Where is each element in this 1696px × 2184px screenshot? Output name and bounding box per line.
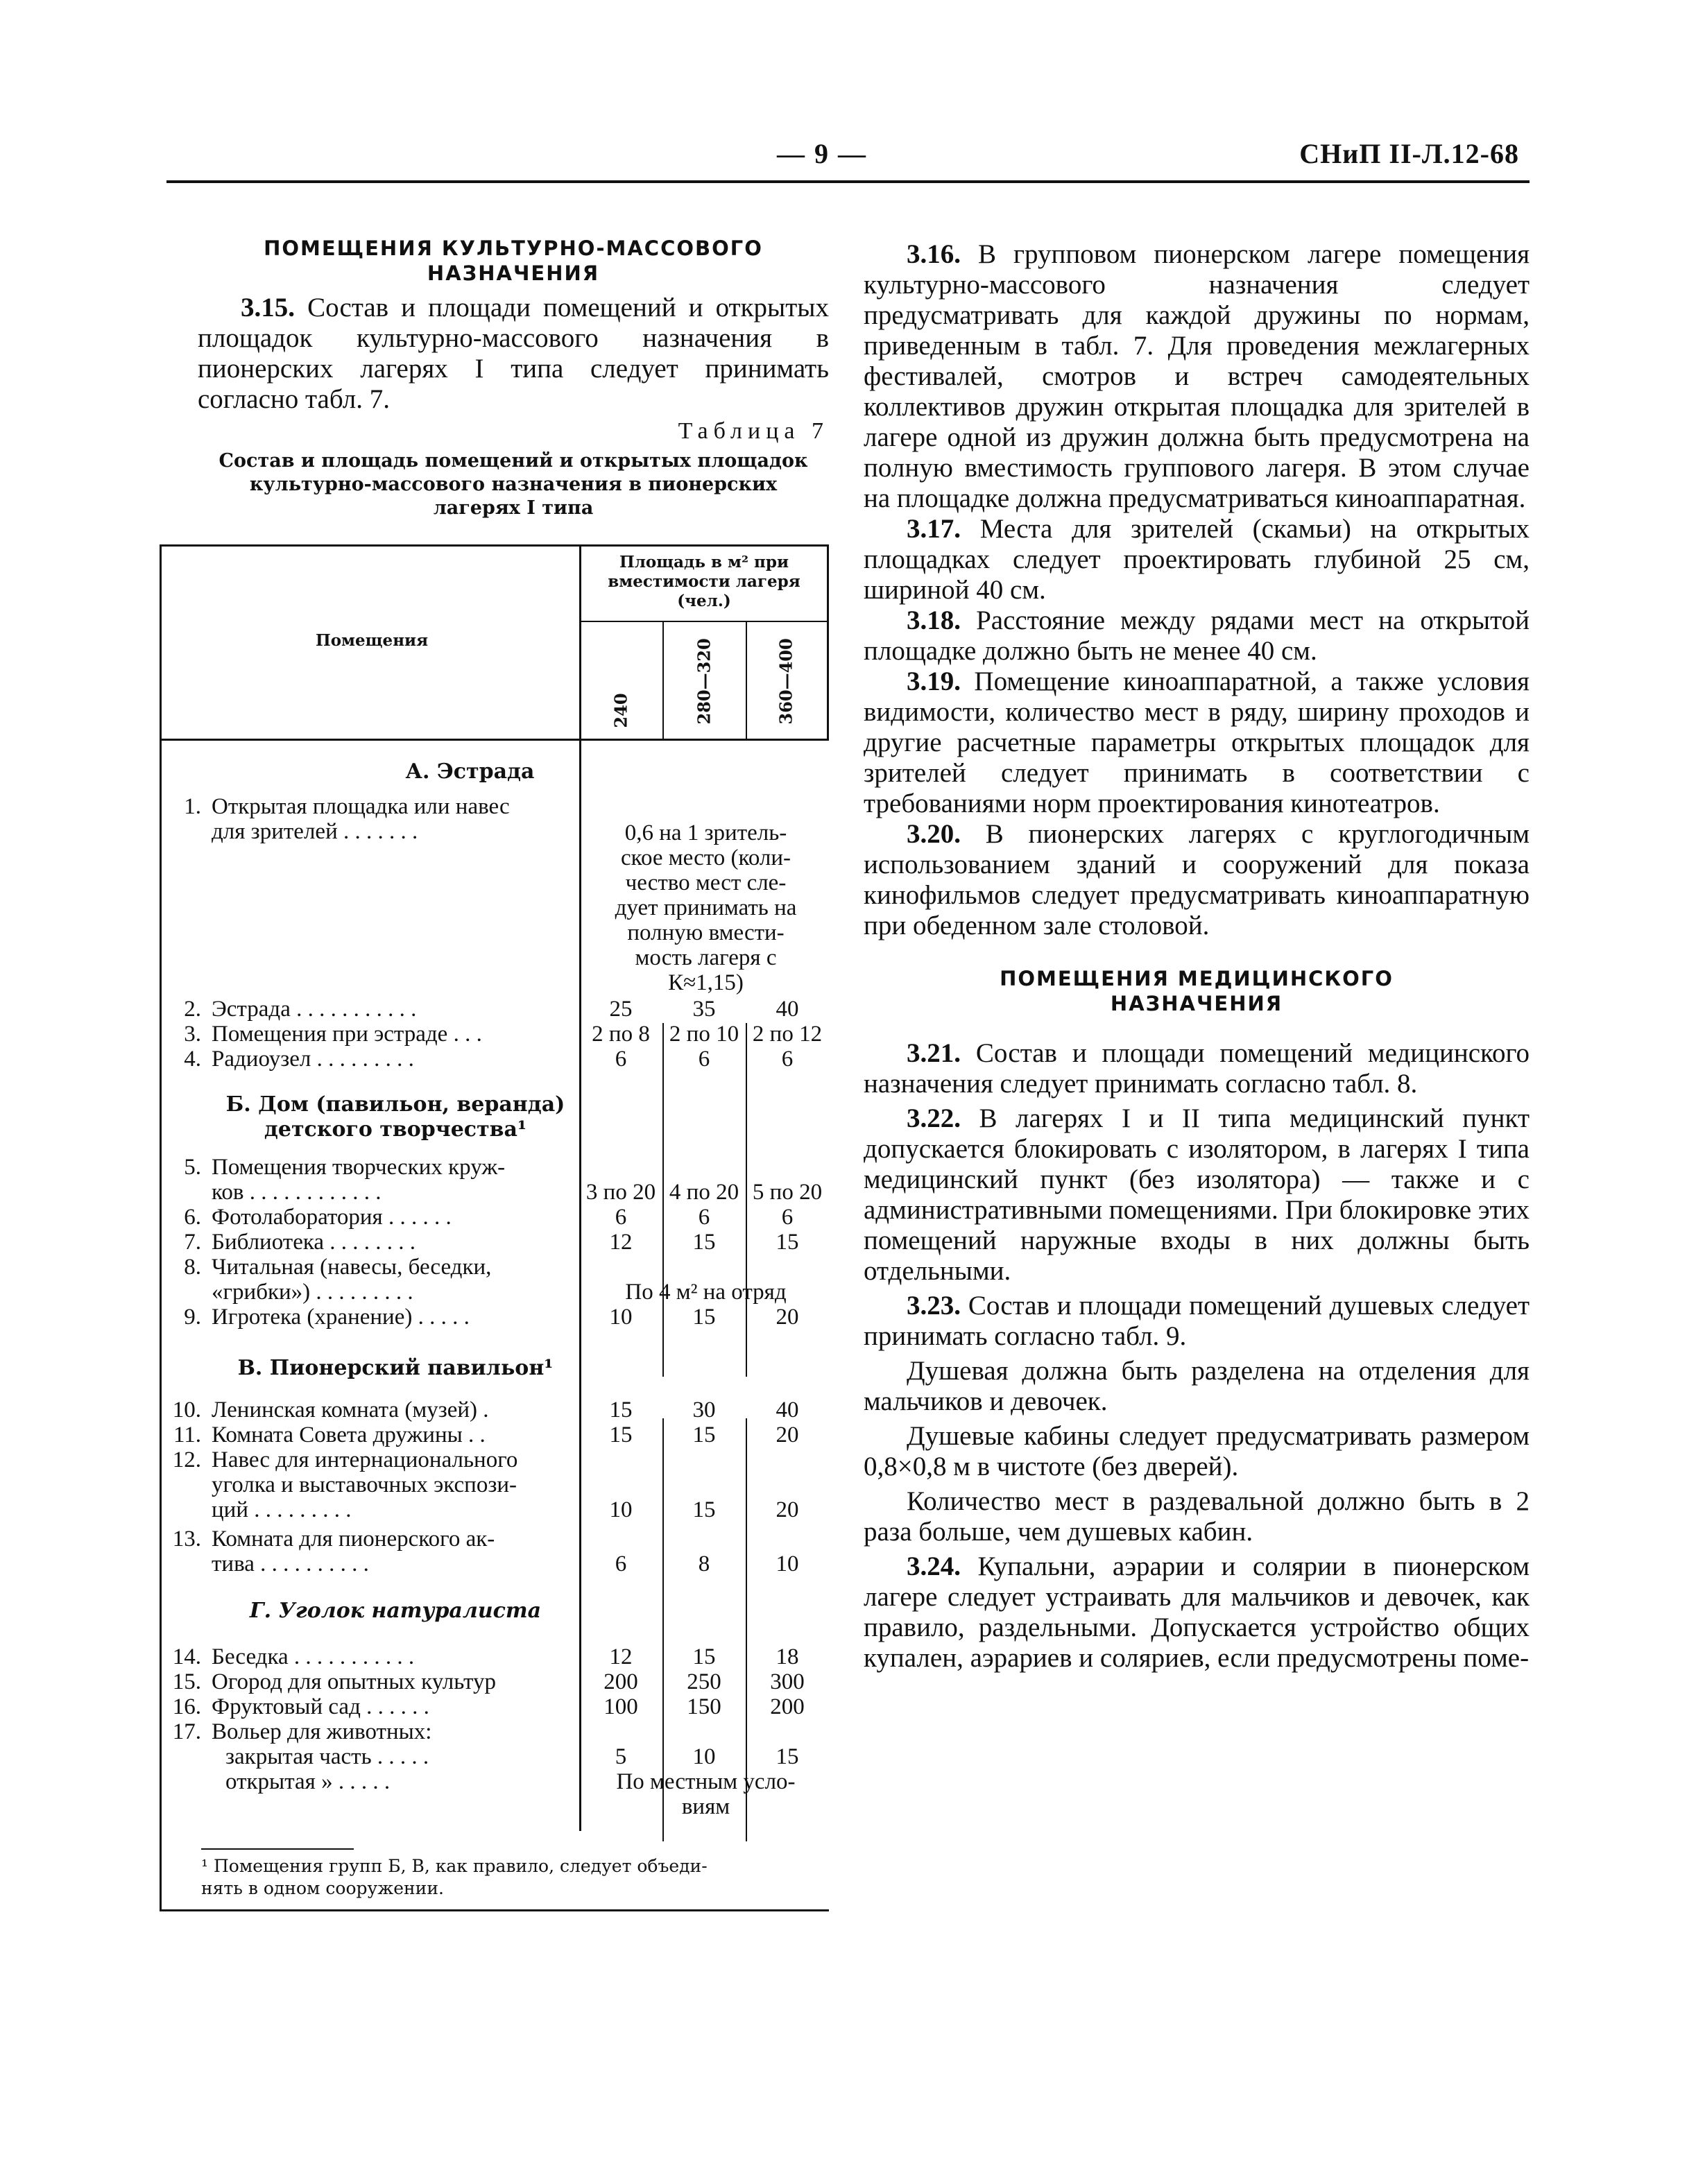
merged-cell-reading: По 4 м² на отряд	[625, 1280, 787, 1305]
right-column	[864, 239, 1530, 1674]
cell-value: 12	[609, 1644, 633, 1669]
table-caption-line: культурно-массового назначения в пионерских	[249, 474, 778, 495]
cell-value: 4 по 20	[669, 1180, 739, 1205]
row-number: 1.	[184, 794, 201, 819]
table-row	[160, 1644, 829, 1669]
paragraph-text: Купальни, аэрарии и солярии в пионерском лагере следует устраивать для мальчиков и девочек, как правило, раздельными. Допускается устройство общих купален, аэрариев и соляриев, если предусмотрены поме-	[864, 1551, 1530, 1673]
table-row	[160, 1447, 829, 1472]
row-name: для зрителей . . . . . . .	[212, 819, 418, 844]
table-row	[160, 1230, 829, 1255]
table-row	[160, 1255, 829, 1280]
table-row	[160, 1047, 829, 1072]
cell-value: 20	[776, 1305, 799, 1330]
cell-value: 300	[770, 1669, 805, 1694]
cell-value: 6	[615, 1047, 627, 1072]
row-name: ций . . . . . . . . .	[212, 1497, 352, 1522]
section-title-line: ПОМЕЩЕНИЯ МЕДИЦИНСКОГО	[1000, 967, 1394, 990]
footnote-rule	[201, 1848, 354, 1850]
cell-value: 6	[615, 1205, 627, 1230]
row-name: уголка и выставочных экспози-	[212, 1472, 517, 1497]
cell-value: 2 по 10	[669, 1022, 739, 1047]
row-name: Помещения при эстраде . . .	[212, 1022, 482, 1047]
table-footnote	[201, 1855, 812, 1900]
row-name: Игротека (хранение) . . . . .	[212, 1305, 470, 1330]
page-number: — 9 —	[777, 138, 867, 169]
paragraph-number: 3.22.	[907, 1103, 961, 1133]
table-column-divider	[662, 622, 664, 739]
group-heading-v: В. Пионерский павильон¹	[237, 1356, 554, 1380]
row-number: 2.	[184, 997, 201, 1022]
table-row	[160, 1769, 829, 1794]
cell-value: 2 по 8	[592, 1022, 650, 1047]
cell-value: 35	[692, 997, 716, 1022]
paragraph-text: Помещение киноаппаратной, а также условия видимости, количество мест в ряду, ширину проходов и другие расчетные параметры открытых площадок для зрителей следует принимать в соответствии с требованиями норм проектирования кинотеатров.	[864, 667, 1530, 818]
paragraph-3-22	[864, 1103, 1530, 1287]
group-heading-a: А. Эстрада	[405, 759, 535, 784]
table-caption	[198, 449, 829, 520]
row-name: Навес для интернационального	[212, 1447, 518, 1472]
column-header-area	[583, 553, 825, 611]
table-row	[160, 1744, 829, 1769]
group-heading-line: Б. Дом (павильон, веранда)	[225, 1092, 565, 1117]
cell-value: 100	[603, 1694, 638, 1719]
table-top-rule	[160, 544, 829, 547]
table-row	[160, 1205, 829, 1230]
cell-value: 20	[776, 1422, 799, 1447]
table-row	[160, 1694, 829, 1719]
row-name: Радиоузел . . . . . . . . .	[212, 1047, 414, 1072]
row-number: 9.	[184, 1305, 201, 1330]
cell-value: 15	[609, 1398, 633, 1422]
cell-value: 6	[781, 1205, 794, 1230]
row-number: 17.	[172, 1719, 201, 1744]
row-name: Читальная (навесы, беседки,	[212, 1255, 492, 1280]
paragraph-text: Состав и площади помещений медицинского назначения следует принимать согласно табл. 8.	[864, 1038, 1530, 1099]
paragraph-number: 3.15.	[241, 293, 295, 323]
paragraph-shower-3: Количество мест в раздевальной должно быть в 2 раза больше, чем душевых кабин.	[864, 1486, 1530, 1547]
row-number: 7.	[184, 1230, 201, 1255]
table-caption-line: Состав и площадь помещений и открытых площадок	[219, 450, 808, 472]
table-column-divider	[746, 622, 747, 739]
paragraph-text: В групповом пионерском лагере помещения культурно-массового назначения следует предусматривать для каждой дружины по нормам, приведенным в табл. 7. Для проведения межлагерных фестивалей, смотров и встреч самодеятельных коллективов дружин открытая площадка для зрителей в лагере одной из дружин должна быть предусмотрена на полную вместимость группового лагеря. В этом случае на площадке должна предусматриваться киноаппаратная.	[864, 239, 1530, 513]
row-name: Открытая площадка или навес	[212, 794, 510, 819]
paragraph-text: Расстояние между рядами мест на открытой площадке должно быть не менее 40 см.	[864, 605, 1530, 666]
cell-value: 15	[692, 1422, 716, 1447]
cell-value: 10	[776, 1551, 799, 1576]
row-name: Ленинская комната (музей) .	[212, 1398, 489, 1422]
merged-cell-line: мость лагеря с	[635, 945, 777, 970]
row-name: Комната для пионерского ак-	[212, 1527, 495, 1551]
paragraph-3-23	[864, 1291, 1530, 1352]
cell-value: 10	[609, 1497, 633, 1522]
row-number: 6.	[184, 1205, 201, 1230]
section-title-cultural	[198, 236, 829, 286]
paragraph-number: 3.24.	[907, 1551, 961, 1581]
row-name: Огород для опытных культур	[212, 1669, 497, 1694]
document-code: СНиП II-Л.12-68	[1299, 138, 1519, 169]
row-number: 16.	[172, 1694, 201, 1719]
cell-value: 5	[615, 1744, 627, 1769]
cell-value: 6	[615, 1551, 627, 1576]
table-caption-line: лагерях I типа	[433, 497, 594, 519]
cell-value: 15	[692, 1305, 716, 1330]
table-row	[160, 1669, 829, 1694]
paragraph-3-15	[198, 293, 829, 415]
table-label: Таблица 7	[678, 418, 829, 444]
paragraph-3-24	[864, 1551, 1530, 1674]
cell-value: 12	[609, 1230, 633, 1255]
cell-value: 6	[698, 1047, 710, 1072]
cell-value: 20	[776, 1497, 799, 1522]
cell-value: 5 по 20	[752, 1180, 823, 1205]
table-row	[160, 1794, 829, 1819]
paragraph-text: Состав и площади помещений и открытых площадок культурно-массового назначения в пионерских лагерях I типа следует принимать согласно табл. 7.	[198, 293, 830, 414]
cell-value: 30	[692, 1398, 716, 1422]
cell-value: 6	[698, 1205, 710, 1230]
row-number: 13.	[172, 1527, 201, 1551]
table-subheader-rule	[579, 621, 829, 622]
cell-value: 10	[609, 1305, 633, 1330]
paragraph-number: 3.16.	[907, 239, 961, 269]
table-row	[160, 794, 829, 819]
row-number: 3.	[184, 1022, 201, 1047]
paragraph-shower-1: Душевая должна быть разделена на отделения для мальчиков и девочек.	[864, 1356, 1530, 1416]
merged-cell-local: По местным усло-	[616, 1769, 796, 1794]
merged-cell-line: ское место (коли-	[620, 845, 791, 870]
row-name: Фруктовый сад . . . . . .	[212, 1694, 429, 1719]
column-header-area-line: вместимости лагеря	[608, 572, 800, 591]
cell-value: 15	[692, 1644, 716, 1669]
paragraph-text: В лагерях I и II типа медицинский пункт допускается блокировать с изолятором, в лагерях I типа медицинский пункт (без изолятора) — также и с административными помещениями. При блокировке этих помещений наружные входы в них должны быть отдельными.	[864, 1103, 1530, 1286]
cell-value: 18	[776, 1644, 799, 1669]
row-name: «грибки») . . . . . . . . .	[212, 1280, 413, 1305]
paragraph-3-16	[864, 239, 1530, 514]
cell-value: 200	[603, 1669, 638, 1694]
row-name: ков . . . . . . . . . . . .	[212, 1180, 382, 1205]
table-row	[160, 1398, 829, 1422]
table-row	[160, 1497, 829, 1522]
row-name: Эстрада . . . . . . . . . . .	[212, 997, 417, 1022]
paragraph-3-20	[864, 819, 1530, 941]
capacity-360-400: 360—400	[776, 638, 796, 725]
row-name: открытая » . . . . .	[225, 1769, 391, 1794]
cell-value: 40	[776, 997, 799, 1022]
row-number: 5.	[184, 1155, 201, 1180]
row-number: 11.	[173, 1422, 201, 1447]
header-divider	[166, 180, 1530, 183]
table-row	[160, 1422, 829, 1447]
column-header-area-line: (чел.)	[677, 592, 731, 610]
paragraph-text: Состав и площади помещений душевых следует принимать согласно табл. 9.	[864, 1291, 1530, 1351]
table-row	[160, 1472, 829, 1497]
footnote-line: нять в одном сооружении.	[201, 1878, 444, 1898]
table-row	[160, 1551, 829, 1576]
capacity-240: 240	[610, 693, 631, 728]
table-header-rule	[160, 739, 829, 741]
merged-cell-local: виям	[681, 1794, 730, 1819]
table-row	[160, 1719, 829, 1744]
merged-cell-seating	[586, 820, 825, 995]
paragraph-shower-2: Душевые кабины следует предусматривать размером 0,8×0,8 м в чистоте (без дверей).	[864, 1421, 1530, 1481]
row-number: 12.	[172, 1447, 201, 1472]
row-name: Комната Совета дружины . .	[212, 1422, 486, 1447]
cell-value: 3 по 20	[585, 1180, 656, 1205]
row-number: 4.	[184, 1047, 201, 1072]
row-name: закрытая часть . . . . .	[225, 1744, 429, 1769]
merged-cell-line: К≈1,15)	[668, 970, 744, 995]
row-name: Беседка . . . . . . . . . . .	[212, 1644, 415, 1669]
capacity-280-320: 280—320	[694, 638, 714, 725]
table-row	[160, 1155, 829, 1180]
section-title-medical	[864, 966, 1530, 1016]
group-heading-b	[212, 1092, 579, 1142]
cell-value: 15	[776, 1230, 799, 1255]
cell-value: 15	[609, 1422, 633, 1447]
section-title-line: ПОМЕЩЕНИЯ КУЛЬТУРНО-МАССОВОГО	[264, 237, 763, 260]
section-title-line: НАЗНАЧЕНИЯ	[427, 261, 600, 285]
column-header-rooms: Помещения	[316, 631, 429, 650]
paragraph-3-21	[864, 1038, 1530, 1099]
cell-value: 15	[776, 1744, 799, 1769]
left-column	[198, 236, 829, 520]
row-number: 15.	[172, 1669, 201, 1694]
row-number: 14.	[172, 1644, 201, 1669]
merged-cell-line: полную вмести-	[627, 920, 785, 945]
row-number: 10.	[172, 1398, 201, 1422]
paragraph-number: 3.23.	[907, 1291, 961, 1321]
column-header-area-line: Площадь в м² при	[619, 553, 789, 571]
table-row	[160, 1180, 829, 1205]
paragraph-3-19	[864, 667, 1530, 819]
cell-value: 2 по 12	[752, 1022, 823, 1047]
paragraph-number: 3.19.	[907, 667, 961, 696]
cell-value: 10	[692, 1744, 716, 1769]
merged-cell-line: чество мест сле-	[625, 870, 787, 895]
cell-value: 25	[609, 997, 633, 1022]
merged-cell-line: дует принимать на	[615, 895, 797, 920]
footnote-line: ¹ Помещения групп Б, В, как правило, следует объеди-	[201, 1856, 708, 1876]
table-row	[160, 997, 829, 1022]
paragraph-text: В пионерских лагерях с круглогодичным использованием зданий и сооружений для показа кинофильмов следует предусматривать киноаппаратную при обеденном зале столовой.	[864, 819, 1530, 940]
cell-value: 15	[692, 1230, 716, 1255]
table-body	[160, 753, 829, 1932]
paragraph-number: 3.20.	[907, 819, 961, 849]
table-row	[160, 1527, 829, 1551]
cell-value: 15	[692, 1497, 716, 1522]
paragraph-number: 3.18.	[907, 605, 961, 635]
cell-value: 200	[770, 1694, 805, 1719]
group-heading-line: детского творчества¹	[264, 1117, 527, 1142]
row-name: Помещения творческих круж-	[212, 1155, 506, 1180]
paragraph-3-18	[864, 605, 1530, 667]
cell-value: 250	[687, 1669, 721, 1694]
table-row	[160, 1280, 829, 1305]
group-heading-g	[212, 1599, 579, 1624]
row-name: тива . . . . . . . . . .	[212, 1551, 369, 1576]
paragraph-3-17	[864, 514, 1530, 605]
table-row	[160, 1022, 829, 1047]
group-heading-text: Г. Уголок натуралиста	[249, 1599, 542, 1623]
row-number: 8.	[184, 1255, 201, 1280]
row-name: Фотолаборатория . . . . . .	[212, 1205, 452, 1230]
section-title-line: НАЗНАЧЕНИЯ	[1110, 992, 1283, 1015]
paragraph-number: 3.21.	[907, 1038, 961, 1068]
table-right-border	[827, 544, 829, 739]
cell-value: 6	[781, 1047, 794, 1072]
cell-value: 40	[776, 1398, 799, 1422]
cell-value: 8	[698, 1551, 710, 1576]
table-row	[160, 1305, 829, 1330]
paragraph-number: 3.17.	[907, 514, 961, 544]
merged-cell-line: 0,6 на 1 зритель-	[624, 820, 787, 845]
paragraph-text: Места для зрителей (скамьи) на открытых площадках следует проектировать глубиной 25 см, шириной 40 см.	[864, 514, 1530, 605]
cell-value: 150	[687, 1694, 721, 1719]
row-name: Вольер для животных:	[212, 1719, 432, 1744]
row-name: Библиотека . . . . . . . .	[212, 1230, 416, 1255]
